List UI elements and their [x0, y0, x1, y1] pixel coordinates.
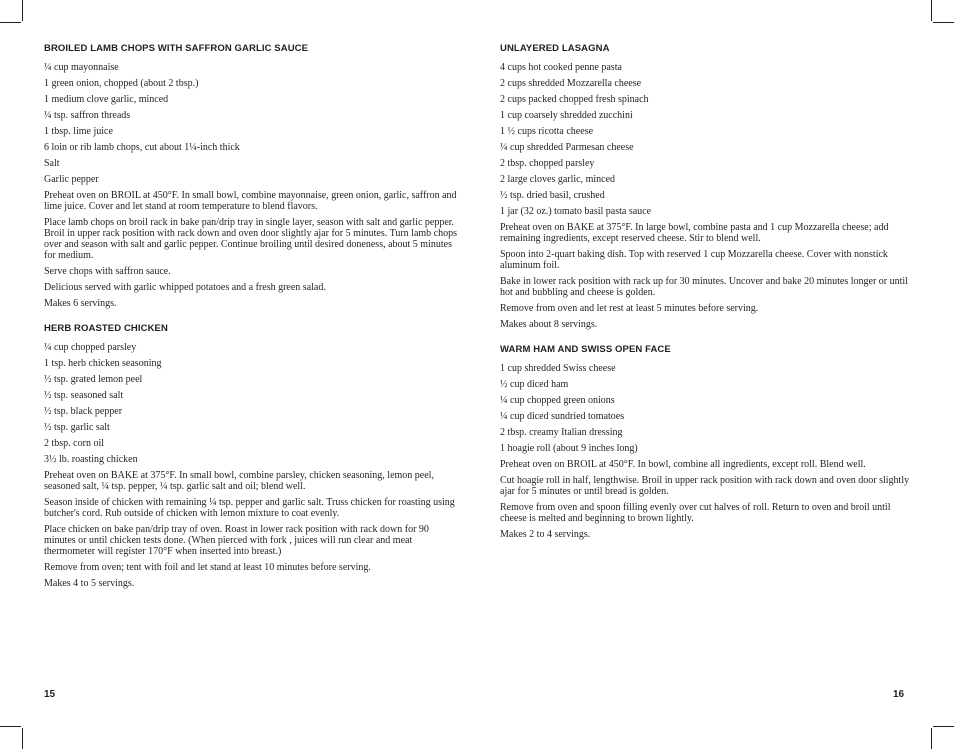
instruction-paragraph: Spoon into 2-quart baking dish. Top with reserved 1 cup Mozzarella cheese. Cover with nonstick aluminum foil.	[500, 249, 888, 271]
recipe-section	[500, 42, 914, 330]
instruction-paragraph: Makes 4 to 5 servings.	[44, 578, 135, 589]
instruction-paragraph: Cut hoagie roll in half, lengthwise. Broil in upper rack position with rack down and oven door slightly ajar for 5 minutes or until bread is golden.	[500, 475, 910, 497]
ingredient-line: 1 tbsp. lime juice	[44, 126, 113, 137]
crop-mark-top-right-h	[933, 22, 954, 23]
recipe-title: BROILED LAMB CHOPS WITH SAFFRON GARLIC SAUCE	[44, 43, 309, 54]
ingredient-line: 1 tsp. herb chicken seasoning	[44, 358, 162, 369]
instruction-paragraph: Place lamb chops on broil rack in bake pan/drip tray in single layer, season with salt and garlic pepper. Broil in upper rack position with rack down and oven door slightly ajar for 5 minutes. Turn lamb chops over and season with salt and garlic pepper. Continue broiling until desired doneness, about 5 minutes for medium.	[44, 217, 457, 261]
instruction-paragraph: Delicious served with garlic whipped potatoes and a fresh green salad.	[44, 282, 326, 293]
ingredient-line: 1 cup shredded Swiss cheese	[500, 363, 616, 374]
crop-mark-bottom-right	[931, 728, 932, 749]
page-number-right: 16	[893, 689, 905, 700]
crop-mark-bottom-left	[22, 728, 23, 749]
instruction-paragraph: Remove from oven; tent with foil and let stand at least 10 minutes before serving.	[44, 562, 371, 573]
recipe-title: WARM HAM AND SWISS OPEN FACE	[500, 344, 671, 355]
ingredient-line: ½ cup diced ham	[500, 379, 569, 390]
instruction-paragraph: Remove from oven and spoon filling evenly over cut halves of roll. Return to oven and broil until cheese is melted and beginning to brown lightly.	[500, 502, 891, 524]
instruction-paragraph: Place chicken on bake pan/drip tray of oven. Roast in lower rack position with rack down for 90 minutes or until chicken tests done. (When pierced with fork , juices will run clear and meat thermometer will register 170°F when inserted into breast.)	[44, 524, 429, 557]
ingredient-line: ¼ tsp. saffron threads	[44, 110, 131, 121]
crop-mark-bottom-left-h	[0, 726, 21, 727]
ingredient-line: 6 loin or rib lamb chops, cut about 1¼-inch thick	[44, 142, 240, 153]
crop-mark-top-left	[22, 0, 23, 21]
ingredient-line: 2 tbsp. corn oil	[44, 438, 104, 449]
ingredient-line: Garlic pepper	[44, 174, 99, 185]
ingredient-line: ¼ cup chopped parsley	[44, 342, 137, 353]
ingredient-line: Salt	[44, 158, 60, 169]
ingredient-line: ½ tsp. seasoned salt	[44, 390, 124, 401]
ingredient-line: ¼ cup diced sundried tomatoes	[500, 411, 625, 422]
ingredient-line: ½ tsp. dried basil, crushed	[500, 190, 605, 201]
crop-mark-top-left-h	[0, 22, 21, 23]
instruction-paragraph: Season inside of chicken with remaining ¼ tsp. pepper and garlic salt. Truss chicken for roasting using butcher's cord. Rub outside of chicken with lemon mixture to coat evenly.	[44, 497, 455, 519]
ingredient-line: 1 ½ cups ricotta cheese	[500, 126, 594, 137]
instruction-paragraph: Serve chops with saffron sauce.	[44, 266, 171, 277]
ingredient-line: 2 cups shredded Mozzarella cheese	[500, 78, 642, 89]
ingredient-line: 4 cups hot cooked penne pasta	[500, 62, 622, 73]
ingredient-line: ¼ cup mayonnaise	[44, 62, 119, 73]
instruction-paragraph: Preheat oven on BROIL at 450°F. In small bowl, combine mayonnaise, green onion, garlic, saffron and lime juice. Cover and let stand at room temperature to blend flavors.	[44, 190, 457, 212]
page-number-left: 15	[44, 689, 56, 700]
ingredient-line: 1 jar (32 oz.) tomato basil pasta sauce	[500, 206, 652, 217]
ingredient-line: ½ tsp. black pepper	[44, 406, 123, 417]
ingredient-line: 2 tbsp. creamy Italian dressing	[500, 427, 623, 438]
instruction-paragraph: Preheat oven on BAKE at 375°F. In large bowl, combine pasta and 1 cup Mozzarella cheese; add remaining ingredients, except reserved cheese. Stir to blend well.	[500, 222, 889, 244]
ingredient-line: 2 tbsp. chopped parsley	[500, 158, 595, 169]
ingredient-line: ½ tsp. garlic salt	[44, 422, 110, 433]
right-page-column	[500, 42, 914, 553]
ingredient-line: ½ tsp. grated lemon peel	[44, 374, 143, 385]
recipe-title: UNLAYERED LASAGNA	[500, 43, 610, 54]
instruction-paragraph: Preheat oven on BAKE at 375°F. In small bowl, combine parsley, chicken seasoning, lemon peel, seasoned salt, ¼ tsp. pepper, ¼ tsp. garlic salt and oil; blend well.	[44, 470, 434, 492]
crop-mark-top-right	[931, 0, 932, 21]
instruction-paragraph: Bake in lower rack position with rack up for 30 minutes. Uncover and bake 20 minutes longer or until hot and bubbling and cheese is golden.	[500, 276, 908, 298]
instruction-paragraph: Makes about 8 servings.	[500, 319, 598, 330]
instruction-paragraph: Remove from oven and let rest at least 5 minutes before serving.	[500, 303, 759, 314]
recipe-title: HERB ROASTED CHICKEN	[44, 323, 168, 334]
instruction-paragraph: Makes 2 to 4 servings.	[500, 529, 591, 540]
ingredient-line: ¼ cup shredded Parmesan cheese	[500, 142, 634, 153]
ingredient-line: 2 large cloves garlic, minced	[500, 174, 616, 185]
ingredient-line: 1 hoagie roll (about 9 inches long)	[500, 443, 638, 454]
recipe-section	[44, 42, 460, 309]
ingredient-line: 3½ lb. roasting chicken	[44, 454, 138, 465]
recipe-section	[44, 322, 460, 589]
ingredient-line: 1 medium clove garlic, minced	[44, 94, 169, 105]
instruction-paragraph: Preheat oven on BROIL at 450°F. In bowl, combine all ingredients, except roll. Blend well.	[500, 459, 866, 470]
ingredient-line: 1 green onion, chopped (about 2 tbsp.)	[44, 78, 199, 89]
crop-mark-bottom-right-h	[933, 726, 954, 727]
recipe-section	[500, 343, 914, 540]
instruction-paragraph: Makes 6 servings.	[44, 298, 117, 309]
ingredient-line: 1 cup coarsely shredded zucchini	[500, 110, 633, 121]
ingredient-line: 2 cups packed chopped fresh spinach	[500, 94, 649, 105]
left-page-column	[44, 42, 460, 602]
ingredient-line: ¼ cup chopped green onions	[500, 395, 615, 406]
